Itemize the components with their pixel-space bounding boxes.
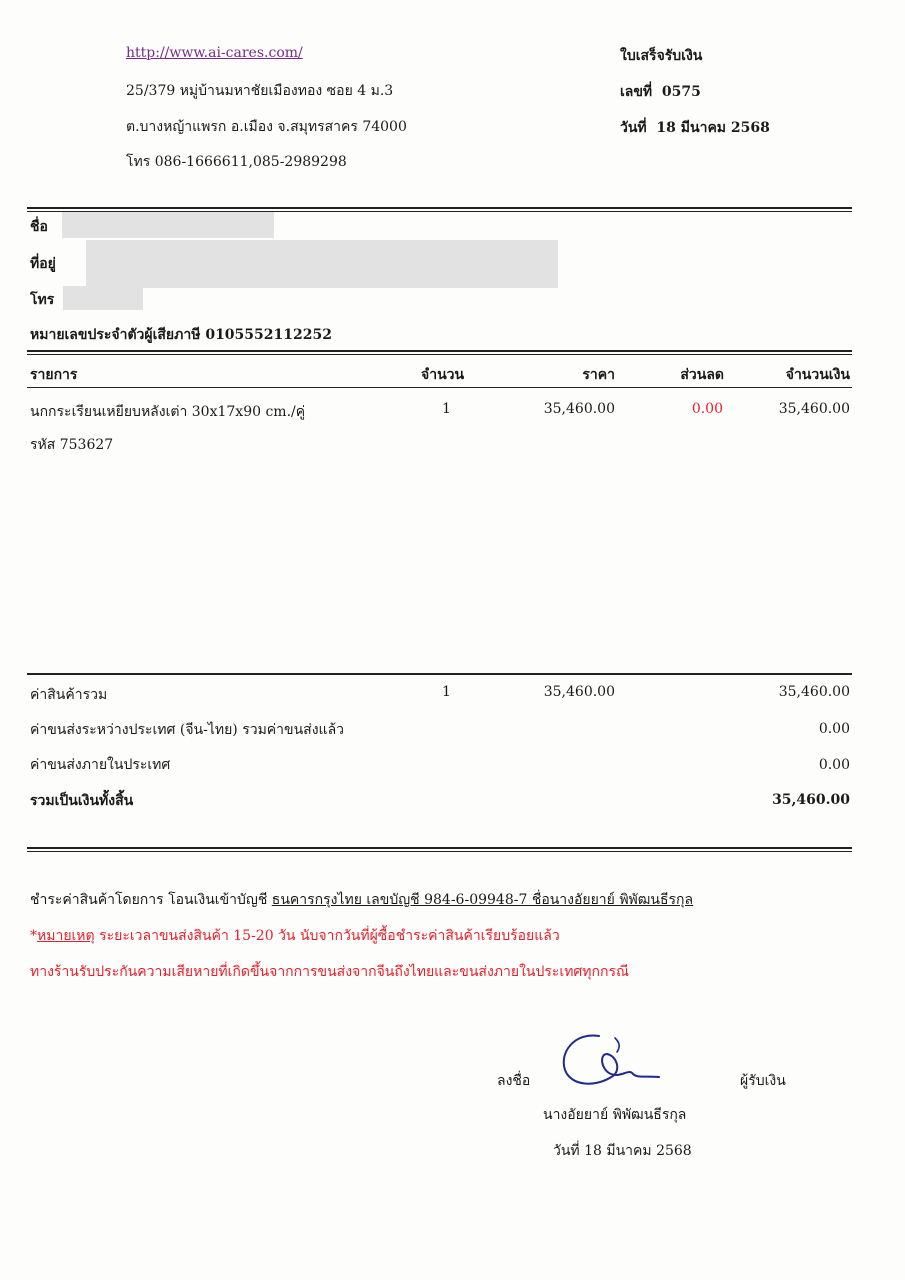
receipt-date-row xyxy=(620,117,770,139)
shop-address-line2: ต.บางหญ้าแพรก อ.เมือง จ.สมุทรสาคร 74000 xyxy=(126,119,407,135)
customer-tax-id: หมายเลขประจำตัวผู้เสียภาษี 0105552112252 xyxy=(30,327,332,343)
col-header-price: ราคา xyxy=(582,367,615,383)
signer-role: ผู้รับเงิน xyxy=(740,1073,786,1089)
signer-name: นางอัยยาย์ พิพัฒนธีรกุล xyxy=(543,1107,687,1123)
receipt-number-label: เลขที่ xyxy=(620,84,653,100)
subtotal-label: ค่าสินค้ารวม xyxy=(30,687,108,703)
customer-phone-label: โทร xyxy=(30,292,55,308)
signature-date: วันที่ 18 มีนาคม 2568 xyxy=(553,1143,692,1159)
receipt-date: 18 มีนาคม 2568 xyxy=(656,120,770,136)
customer-name-label: ชื่อ xyxy=(30,219,48,235)
note-text: ระยะเวลาขนส่งสินค้า 15-20 วัน นับจากวันที่ผู้ซื้อชำระค่าสินค้าเรียบร้อยแล้ว xyxy=(94,928,560,944)
col-header-amount: จำนวนเงิน xyxy=(785,367,850,383)
totals-bottom-rule xyxy=(27,847,852,852)
subtotal-qty: 1 xyxy=(442,684,451,700)
redacted-customer-address xyxy=(86,240,558,288)
shop-phone: โทร 086-1666611,085-2989298 xyxy=(126,154,347,170)
table-top-rule xyxy=(27,350,852,355)
item-amount: 35,460.00 xyxy=(778,401,850,417)
redacted-customer-phone xyxy=(63,286,143,310)
item-description: นกกระเรียนเหยียบหลังเต่า 30x17x90 cm./คู่ xyxy=(30,404,306,420)
item-code: รหัส 753627 xyxy=(30,437,114,453)
shop-website-link[interactable]: http://www.ai-cares.com/ xyxy=(126,45,303,61)
payment-info xyxy=(30,889,693,911)
col-header-discount: ส่วนลด xyxy=(680,367,724,383)
note-label: หมายเหตุ xyxy=(37,928,95,944)
table-header-rule xyxy=(27,387,852,388)
signature-scribble-icon xyxy=(555,1030,665,1092)
item-qty: 1 xyxy=(442,401,451,417)
receipt-date-label: วันที่ xyxy=(620,120,647,136)
redacted-customer-name xyxy=(62,212,274,238)
domestic-shipping-label: ค่าขนส่งภายในประเทศ xyxy=(30,757,171,773)
receipt-number-row xyxy=(620,81,701,103)
domestic-shipping-amount: 0.00 xyxy=(818,757,850,773)
totals-top-rule xyxy=(27,673,852,675)
grand-total: 35,460.00 xyxy=(772,792,850,808)
subtotal-amount: 35,460.00 xyxy=(778,684,850,700)
sign-label: ลงชื่อ xyxy=(497,1073,531,1089)
note-line2: ทางร้านรับประกันความเสียหายที่เกิดขึ้นจากการขนส่งจากจีนถึงไทยและขนส่งภายในประเทศทุกกรณี xyxy=(30,964,629,980)
note-line1 xyxy=(30,925,560,947)
payment-text: ชำระค่าสินค้าโดยการ โอนเงินเข้าบัญชี xyxy=(30,892,268,908)
col-header-qty: จำนวน xyxy=(421,367,465,383)
receipt-number: 0575 xyxy=(661,84,701,100)
payment-account: ธนคารกรุงไทย เลขบัญชี 984-6-09948-7 ชื่อนางอัยยาย์ พิพัฒนธีรกุล xyxy=(271,892,694,908)
shop-address-line1: 25/379 หมู่บ้านมหาชัยเมืองทอง ซอย 4 ม.3 xyxy=(126,83,394,99)
receipt-title: ใบเสร็จรับเงิน xyxy=(620,48,703,64)
subtotal-price: 35,460.00 xyxy=(543,684,615,700)
item-price: 35,460.00 xyxy=(543,401,615,417)
intl-shipping-amount: 0.00 xyxy=(818,721,850,737)
intl-shipping-label: ค่าขนส่งระหว่างประเทศ (จีน-ไทย) รวมค่าขนส่งแล้ว xyxy=(30,722,345,738)
item-discount: 0.00 xyxy=(691,401,723,417)
note-prefix: * xyxy=(30,928,37,944)
grand-total-label: รวมเป็นเงินทั้งสิ้น xyxy=(30,793,134,809)
col-header-item: รายการ xyxy=(30,367,78,383)
customer-address-label: ที่อยู่ xyxy=(30,256,56,272)
